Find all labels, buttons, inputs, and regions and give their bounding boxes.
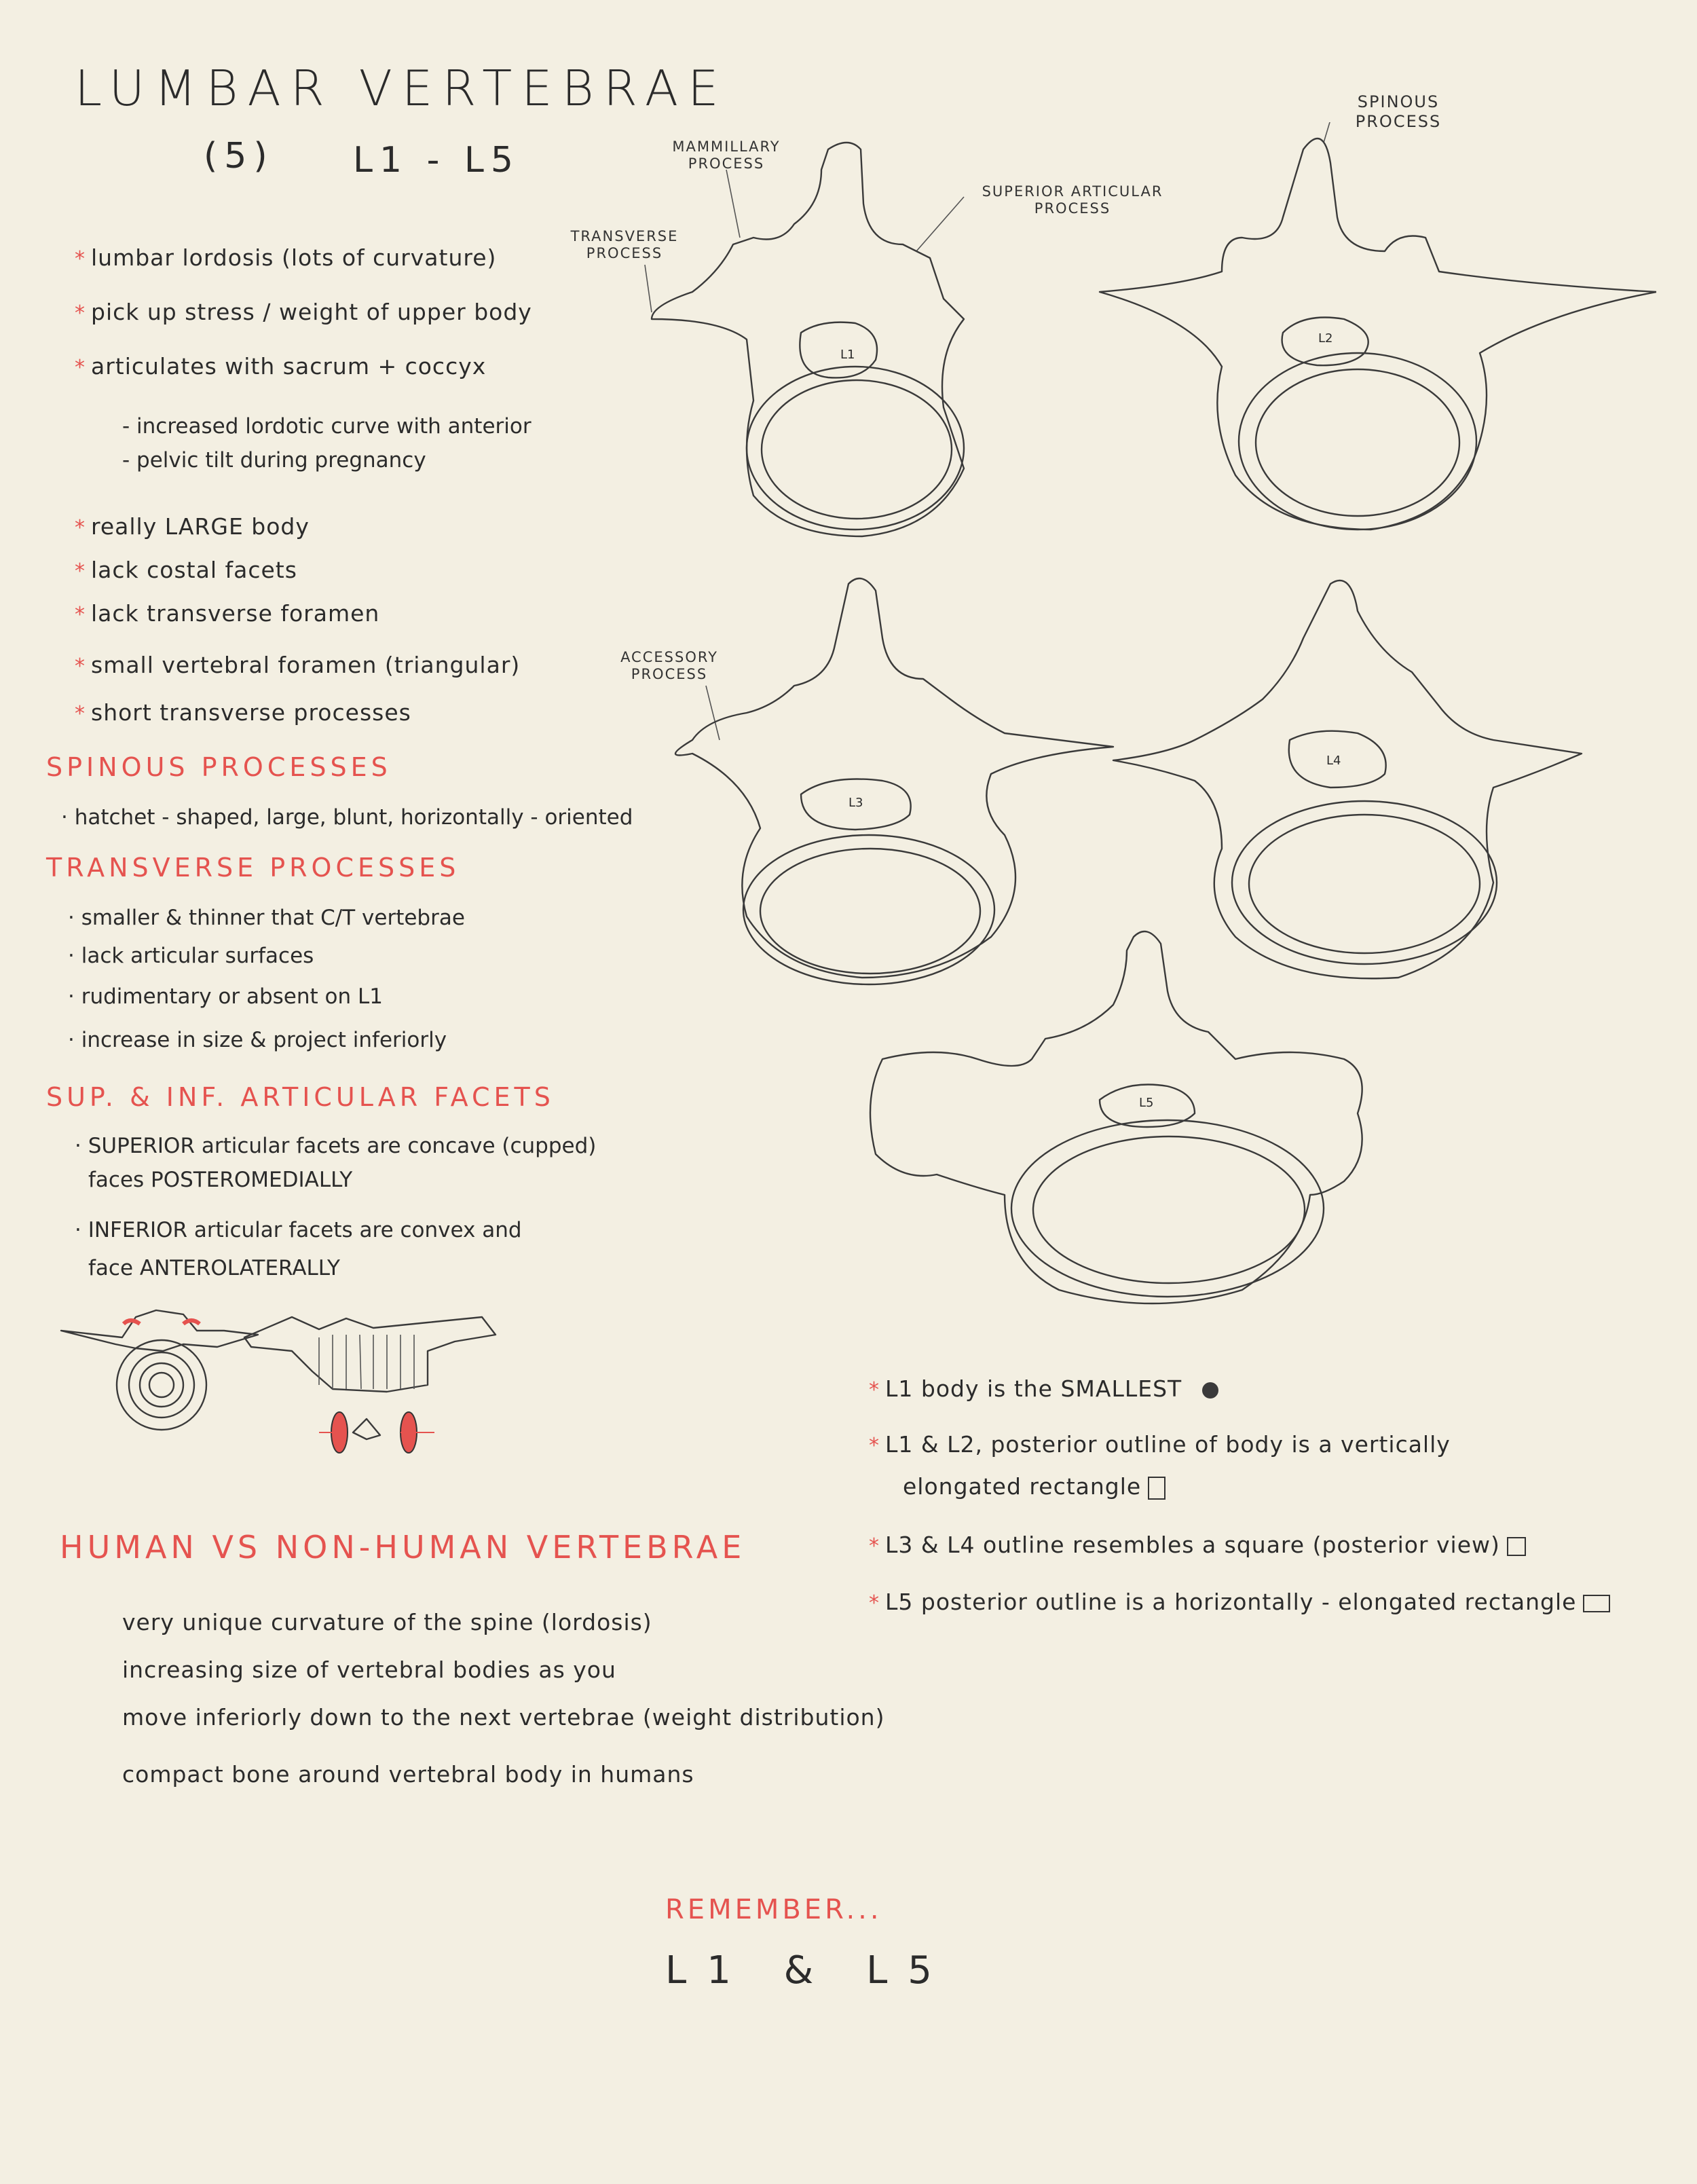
human-item: compact bone around vertebral body in humans bbox=[122, 1761, 694, 1788]
feature-item: * lack transverse foramen bbox=[75, 600, 380, 627]
feature-item: * short transverse processes bbox=[75, 699, 411, 726]
label-transverse-process: TRANSVERSE PROCESS bbox=[570, 228, 679, 262]
vertebra-l3 bbox=[675, 578, 1113, 984]
label-l1: L1 bbox=[840, 348, 855, 362]
spinous-heading: SPINOUS PROCESSES bbox=[46, 752, 392, 782]
body-note: * L3 & L4 outline resembles a square (posterior view) bbox=[869, 1532, 1526, 1558]
wide-rectangle-icon bbox=[1583, 1595, 1610, 1612]
remember-heading: REMEMBER... bbox=[665, 1894, 882, 1925]
filled-circle-icon bbox=[1202, 1382, 1218, 1399]
asterisk-icon: * bbox=[75, 516, 86, 540]
feature-item: * lumbar lordosis (lots of curvature) bbox=[75, 244, 497, 271]
lumbar-vertebrae-diagrams bbox=[624, 122, 1656, 1317]
asterisk-icon: * bbox=[75, 559, 86, 583]
asterisk-icon: * bbox=[869, 1434, 880, 1458]
label-superior-articular-process: SUPERIOR ARTICULAR PROCESS bbox=[982, 183, 1163, 217]
vertebra-range: L1 - L5 bbox=[353, 140, 520, 181]
vertebra-l4 bbox=[1113, 580, 1582, 978]
asterisk-icon: * bbox=[869, 1534, 880, 1558]
body-note: * L1 & L2, posterior outline of body is a vertically bbox=[869, 1431, 1451, 1458]
transverse-item: · rudimentary or absent on L1 bbox=[68, 984, 383, 1009]
human-item: very unique curvature of the spine (lordosis) bbox=[122, 1609, 652, 1635]
vertebra-count: (5) bbox=[204, 136, 274, 177]
asterisk-icon: * bbox=[75, 301, 86, 325]
transverse-item: · lack articular surfaces bbox=[68, 944, 314, 968]
asterisk-icon: * bbox=[869, 1591, 880, 1615]
page-title: LUMBAR VERTEBRAE bbox=[75, 60, 728, 117]
transverse-item: · increase in size & project inferiorly bbox=[68, 1028, 447, 1052]
square-icon bbox=[1507, 1537, 1526, 1556]
feature-item: * small vertebral foramen (triangular) bbox=[75, 652, 521, 678]
vertebra-l1 bbox=[652, 143, 964, 536]
articular-item: · SUPERIOR articular facets are concave (cupped) bbox=[75, 1134, 597, 1158]
articular-item: faces POSTEROMEDIALLY bbox=[88, 1168, 353, 1192]
articular-item: · INFERIOR articular facets are convex and bbox=[75, 1218, 522, 1242]
asterisk-icon: * bbox=[75, 702, 86, 726]
human-heading: HUMAN VS NON-HUMAN VERTEBRAE bbox=[60, 1529, 746, 1566]
vertebra-l2 bbox=[1100, 138, 1656, 530]
asterisk-icon: * bbox=[75, 603, 86, 627]
feature-item: * articulates with sacrum + coccyx bbox=[75, 353, 487, 380]
asterisk-icon: * bbox=[869, 1378, 880, 1402]
label-spinous-process: SPINOUS PROCESS bbox=[1355, 92, 1442, 131]
superior-view-sketch bbox=[61, 1310, 258, 1430]
rectangle-icon bbox=[1148, 1477, 1165, 1500]
spinous-item: · hatchet - shaped, large, blunt, horizontally - oriented bbox=[61, 805, 633, 830]
feature-item: * pick up stress / weight of upper body bbox=[75, 299, 532, 325]
human-item: move inferiorly down to the next vertebrae (weight distribution) bbox=[122, 1704, 885, 1730]
human-item: increasing size of vertebral bodies as you bbox=[122, 1656, 616, 1683]
asterisk-icon: * bbox=[75, 356, 86, 380]
transverse-heading: TRANSVERSE PROCESSES bbox=[46, 853, 460, 883]
body-note: elongated rectangle bbox=[903, 1473, 1165, 1500]
sub-feature-item: - pelvic tilt during pregnancy bbox=[122, 448, 426, 473]
feature-item: * really LARGE body bbox=[75, 513, 310, 540]
label-l2: L2 bbox=[1318, 331, 1333, 346]
feature-item: * lack costal facets bbox=[75, 557, 297, 583]
vertebra-l5 bbox=[870, 931, 1362, 1303]
label-l4: L4 bbox=[1326, 754, 1341, 768]
body-note: * L5 posterior outline is a horizontally - elongated rectangle bbox=[869, 1589, 1610, 1615]
lateral-view-sketch bbox=[244, 1317, 496, 1453]
label-l3: L3 bbox=[848, 796, 863, 810]
label-mammillary-process: MAMMILLARY PROCESS bbox=[672, 138, 781, 172]
articular-heading: SUP. & INF. ARTICULAR FACETS bbox=[46, 1082, 555, 1112]
asterisk-icon: * bbox=[75, 247, 86, 271]
transverse-item: · smaller & thinner that C/T vertebrae bbox=[68, 906, 465, 930]
label-accessory-process: ACCESSORY PROCESS bbox=[620, 649, 718, 683]
articular-item: face ANTEROLATERALLY bbox=[88, 1256, 340, 1280]
body-note: * L1 body is the SMALLEST bbox=[869, 1375, 1218, 1402]
asterisk-icon: * bbox=[75, 654, 86, 678]
remember-text: L1 & L5 bbox=[665, 1948, 952, 1993]
sub-feature-item: - increased lordotic curve with anterior bbox=[122, 414, 532, 439]
facet-sketches bbox=[48, 1290, 523, 1487]
label-l5: L5 bbox=[1139, 1096, 1154, 1110]
